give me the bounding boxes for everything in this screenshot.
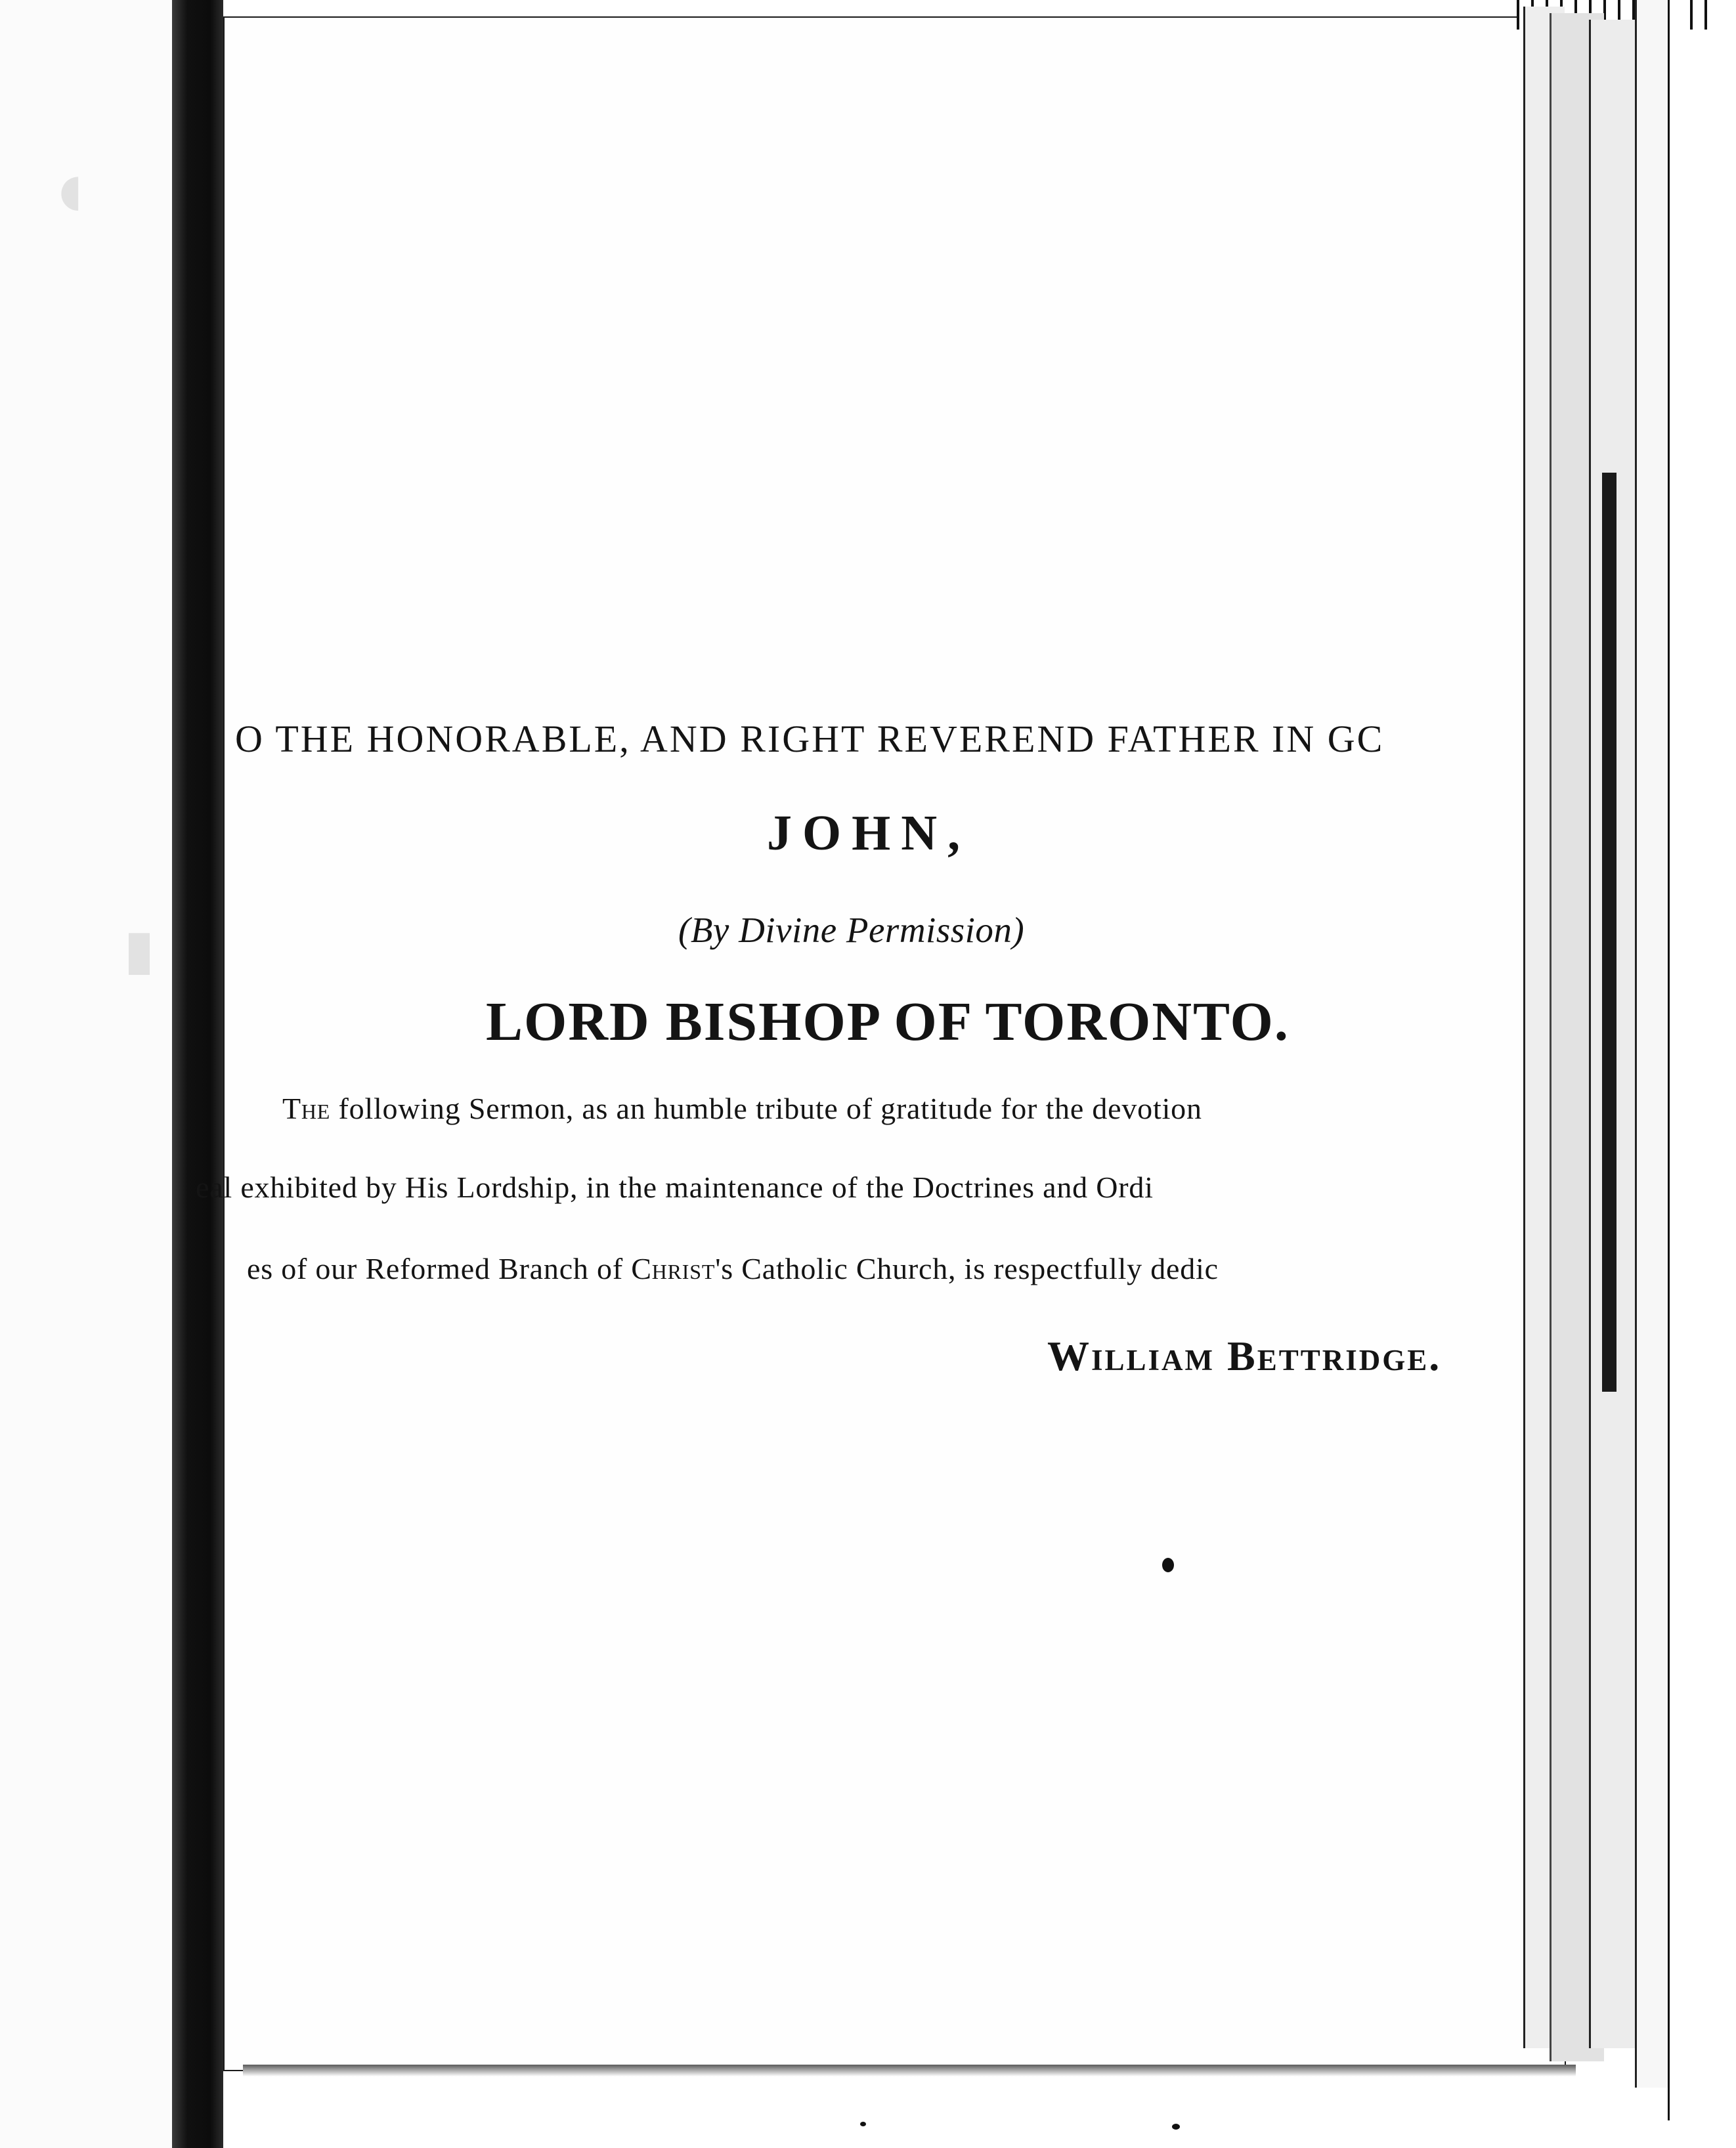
ink-speck: [1162, 1558, 1174, 1572]
paragraph-lead-word: The: [282, 1092, 331, 1125]
paragraph-line-3-end: 's Catholic Church, is respectfully dedic: [715, 1252, 1219, 1285]
left-page-bleed-mark: ▮: [125, 922, 154, 979]
dedicatee-name: JOHN,: [767, 806, 971, 861]
ink-speck: [860, 2122, 866, 2126]
dedication-paragraph-line-3: [247, 1251, 1219, 1286]
page-bottom-shadow: [243, 2065, 1576, 2076]
left-facing-page: [0, 0, 177, 2148]
author-signature: William Bettridge.: [1047, 1333, 1442, 1379]
dedication-address-line: O THE HONORABLE, AND RIGHT REVEREND FATHER IN GC: [235, 718, 1385, 760]
paragraph-line-1-text: following Sermon, as an humble tribute of gratitude for the devotion: [330, 1092, 1202, 1125]
dedication-paragraph-line-1: [282, 1091, 1202, 1126]
dedication-paragraph-line-2: eal exhibited by His Lordship, in the maintenance of the Doctrines and Ordi: [196, 1171, 1154, 1204]
page-edge: [1668, 0, 1689, 2120]
bishop-title: LORD BISHOP OF TORONTO.: [486, 991, 1290, 1052]
ink-speck: [1172, 2124, 1180, 2130]
paragraph-line-3-caps: Christ: [631, 1252, 716, 1285]
left-page-bleed-mark: ◖: [46, 146, 94, 233]
paragraph-line-3-start: es of our Reformed Branch of: [247, 1252, 632, 1285]
divine-permission-line: (By Divine Permission): [678, 910, 1025, 950]
right-page-edges: [1504, 0, 1736, 2148]
page-edge-shadow: [1602, 473, 1617, 1392]
book-gutter: [172, 0, 223, 2148]
